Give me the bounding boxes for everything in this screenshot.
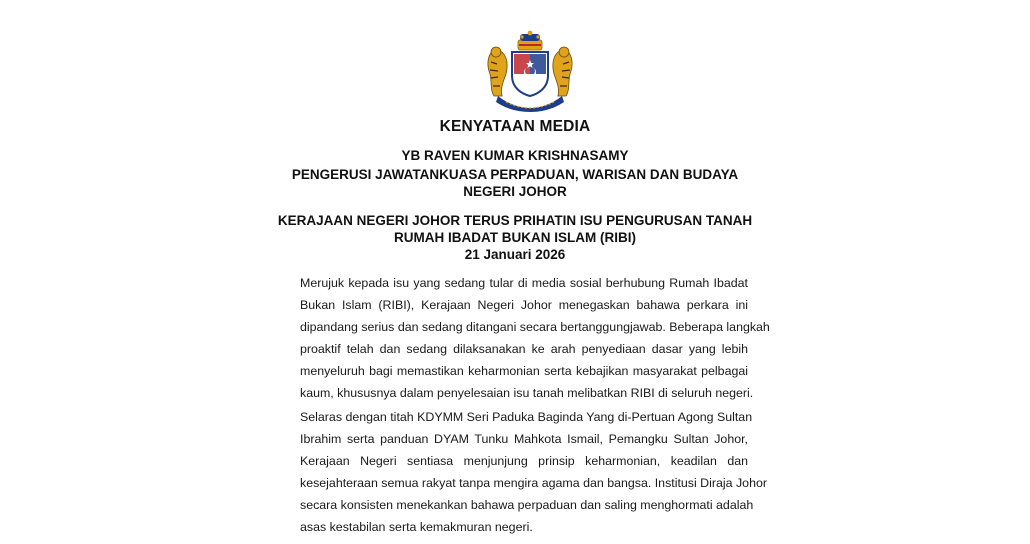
minister-name: YB RAVEN KUMAR KRISHNASAMY <box>401 148 629 163</box>
left-tiger-icon <box>488 47 507 96</box>
statement-date: 21 Januari 2026 <box>464 247 566 262</box>
paragraph-line: Ibrahim serta panduan DYAM Tunku Mahkota Ismail, Pemangku Sultan Johor, <box>300 432 748 446</box>
position-line: NEGERI JOHOR <box>463 184 567 199</box>
paragraph-line: dipandang serius dan sedang ditangani secara bertanggungjawab. Beberapa langkah <box>300 320 770 334</box>
headline-line: KERAJAAN NEGERI JOHOR TERUS PRIHATIN ISU PENGURUSAN TANAH <box>277 213 753 228</box>
paragraph-line: Kerajaan Negeri sentiasa menjunjung prinsip keharmonian, keadilan dan <box>300 454 748 468</box>
position-line: PENGERUSI JAWATANKUASA PERPADUAN, WARISAN DAN BUDAYA <box>291 167 739 182</box>
statement-headline <box>0 212 1030 246</box>
ribbon-scroll-icon <box>496 96 564 112</box>
paragraph-line: secara konsisten menekankan bahawa perpaduan dan saling menghormati adalah <box>300 498 754 512</box>
paragraph-line: kesejahteraan semua rakyat tanpa mengira agama dan bangsa. Institusi Diraja Johor <box>300 476 767 490</box>
crown-icon <box>518 31 542 50</box>
paragraph-line: Selaras dengan titah KDYMM Seri Paduka Baginda Yang di-Pertuan Agong Sultan <box>300 410 753 424</box>
paragraph-line: kaum, khususnya dalam penyelesaian isu tanah melibatkan RIBI di seluruh negeri. <box>300 386 754 400</box>
headline-line: RUMAH IBADAT BUKAN ISLAM (RIBI) <box>394 230 636 245</box>
johor-crest-icon <box>478 30 582 112</box>
paragraph-line: menyeluruh bagi memastikan keharmonian serta kebajikan masyarakat pelbagai <box>300 364 748 378</box>
paragraph-line: Bukan Islam (RIBI), Kerajaan Negeri Johor menegaskan bahawa perkara ini <box>300 298 748 312</box>
minister-position <box>0 166 1030 200</box>
paragraph-line: Merujuk kepada isu yang sedang tular di media sosial berhubung Rumah Ibadat <box>300 276 748 290</box>
paragraph-line: proaktif telah dan sedang dilaksanakan ke arah penyediaan dasar yang lebih <box>300 342 748 356</box>
document-title: KENYATAAN MEDIA <box>439 118 591 135</box>
paragraph-line: asas kestabilan serta kemakmuran negeri. <box>300 520 533 534</box>
shield-icon <box>512 52 548 96</box>
body-paragraph-1 <box>300 272 770 404</box>
right-tiger-icon <box>553 47 572 96</box>
body-paragraph-2 <box>300 406 767 538</box>
